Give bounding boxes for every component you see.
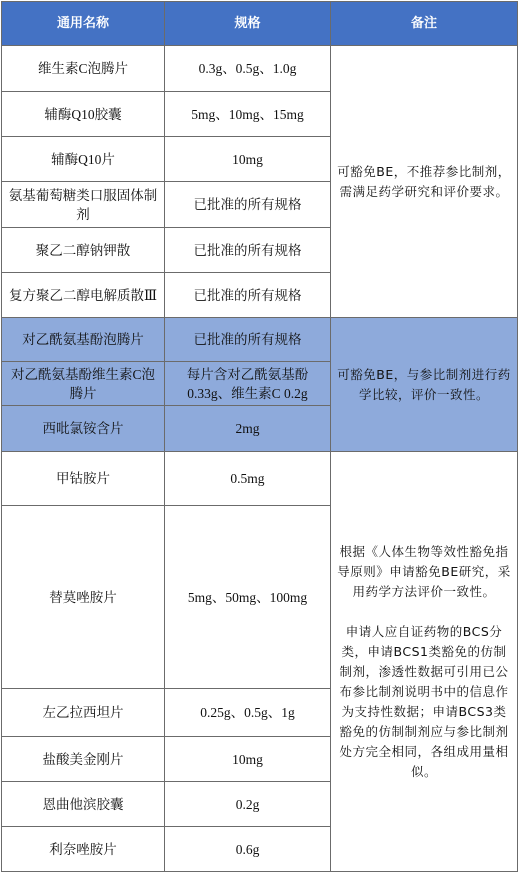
table-header-row bbox=[2, 2, 518, 46]
specification-cell: 5mg、10mg、15mg bbox=[165, 92, 331, 137]
specification-cell: 2mg bbox=[165, 406, 331, 452]
drug-name-cell: 恩曲他滨胶囊 bbox=[2, 782, 165, 827]
specification-cell: 0.25g、0.5g、1g bbox=[165, 689, 331, 737]
paragraph-gap bbox=[337, 602, 511, 622]
remarks-cell-group-2 bbox=[331, 318, 518, 452]
remarks-text: 可豁免BE，与参比制剂进行药学比较，评价一致性。 bbox=[337, 366, 511, 402]
bioequivalence-waiver-table bbox=[1, 1, 518, 872]
specification-cell: 已批准的所有规格 bbox=[165, 318, 331, 362]
header-generic-name: 通用名称 bbox=[2, 2, 165, 46]
specification-cell: 已批准的所有规格 bbox=[165, 273, 331, 318]
drug-name-cell: 对乙酰氨基酚泡腾片 bbox=[2, 318, 165, 362]
drug-name-cell: 聚乙二醇钠钾散 bbox=[2, 228, 165, 273]
specification-cell: 0.5mg bbox=[165, 452, 331, 506]
specification-cell: 已批准的所有规格 bbox=[165, 182, 331, 228]
drug-name-cell: 左乙拉西坦片 bbox=[2, 689, 165, 737]
drug-name-cell: 西吡氯铵含片 bbox=[2, 406, 165, 452]
table-row bbox=[2, 46, 518, 92]
drug-name-cell: 甲钴胺片 bbox=[2, 452, 165, 506]
remarks-text: 可豁免BE，不推荐参比制剂，需满足药学研究和评价要求。 bbox=[337, 163, 511, 199]
remarks-cell-group-3 bbox=[331, 452, 518, 872]
remarks-text: 根据《人体生物等效性豁免指导原则》申请豁免BE研究，采用药学方法评价一致性。 bbox=[337, 543, 511, 599]
drug-name-cell: 辅酶Q10胶囊 bbox=[2, 92, 165, 137]
drug-name-cell: 对乙酰氨基酚维生素C泡腾片 bbox=[2, 362, 165, 406]
drug-name-cell: 替莫唑胺片 bbox=[2, 506, 165, 689]
header-specification: 规格 bbox=[165, 2, 331, 46]
specification-cell: 每片含对乙酰氨基酚0.33g、维生素C 0.2g bbox=[165, 362, 331, 406]
drug-name-cell: 辅酶Q10片 bbox=[2, 137, 165, 182]
remarks-text: 申请人应自证药物的BCS分类，申请BCS1类豁免的仿制制剂，渗透性数据可引用已公布参比制剂说明书中的信息作为支持性数据；申请BCS3类豁免的仿制制剂应与参比制剂处方完全相同，各组成用量相似。 bbox=[339, 623, 509, 779]
drug-name-cell: 盐酸美金刚片 bbox=[2, 737, 165, 782]
specification-cell: 0.2g bbox=[165, 782, 331, 827]
drug-name-cell: 氨基葡萄糖类口服固体制剂 bbox=[2, 182, 165, 228]
table-row-highlighted bbox=[2, 318, 518, 362]
drug-name-cell: 维生素C泡腾片 bbox=[2, 46, 165, 92]
specification-cell: 5mg、50mg、100mg bbox=[165, 506, 331, 689]
specification-cell: 0.6g bbox=[165, 827, 331, 872]
table-row bbox=[2, 452, 518, 506]
drug-name-cell: 利奈唑胺片 bbox=[2, 827, 165, 872]
header-remarks: 备注 bbox=[331, 2, 518, 46]
remarks-cell-group-1 bbox=[331, 46, 518, 318]
specification-cell: 0.3g、0.5g、1.0g bbox=[165, 46, 331, 92]
drug-name-cell: 复方聚乙二醇电解质散Ⅲ bbox=[2, 273, 165, 318]
specification-cell: 10mg bbox=[165, 737, 331, 782]
specification-cell: 10mg bbox=[165, 137, 331, 182]
specification-cell: 已批准的所有规格 bbox=[165, 228, 331, 273]
